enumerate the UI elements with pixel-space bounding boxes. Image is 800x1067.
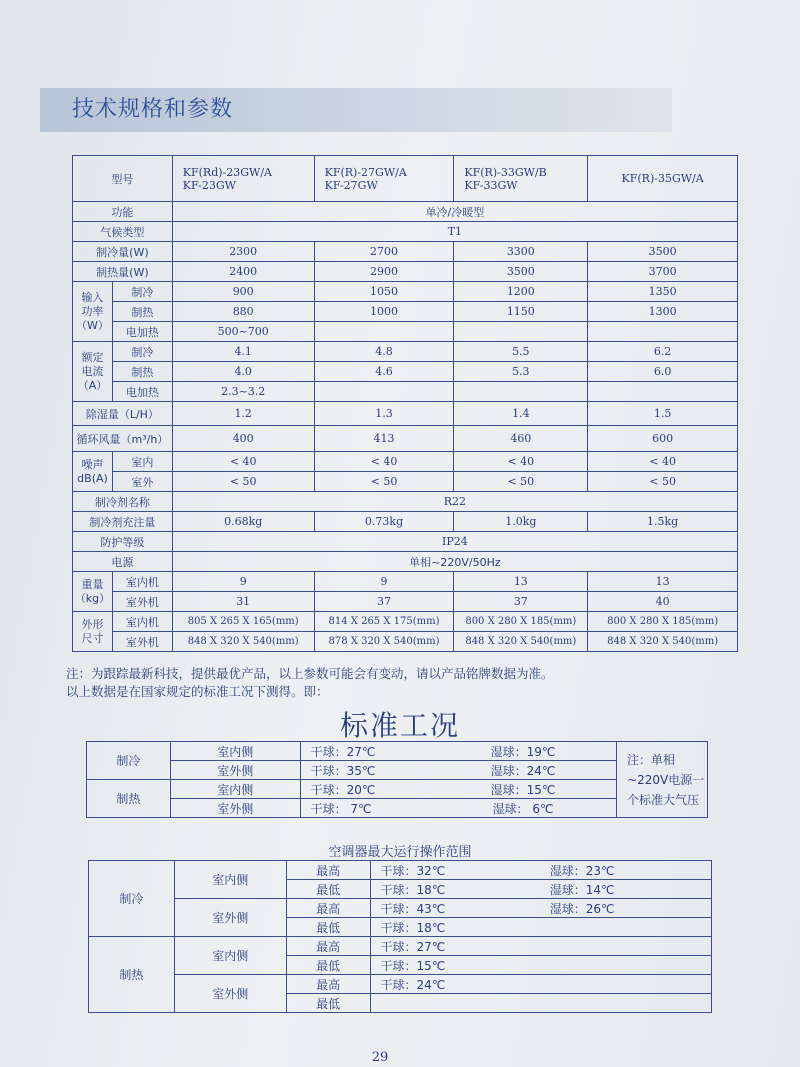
noise-row: 室外 < 50 < 50 < 50 < 50: [73, 472, 738, 492]
model-cell: KF(R)-27GW/A KF-27GW: [314, 156, 454, 202]
weight-row: 重量 （kg） 室内机 9 9 13 13: [73, 572, 738, 592]
operating-range-table: [88, 860, 712, 1013]
operating-range-heading: 空调器最大运行操作范围: [328, 845, 472, 860]
table-row: 室外侧 干球：35℃ 湿球：24℃: [87, 761, 708, 780]
power-supply-row: 电源 单相~220V/50Hz: [73, 552, 738, 572]
page-number: 29: [371, 1050, 389, 1065]
protection-row: 防护等级 IP24: [73, 532, 738, 552]
standard-conditions-heading: 标准工况: [339, 709, 460, 742]
standard-note: 注：单相~220V电源一 个标准大气压: [617, 742, 708, 818]
table-row: 制热 室内侧 干球：20℃ 湿球：15℃: [87, 780, 708, 799]
table-row: 制热 室内侧 最高 干球：27℃: [89, 937, 712, 956]
section-title: 技术规格和参数: [72, 97, 234, 122]
model-row: [73, 156, 738, 202]
table-row: 最低: [89, 994, 712, 1013]
table-row: 制冷 室内侧 最高 干球：32℃ 湿球：23℃: [89, 861, 712, 880]
rated-current-row: 额定 电流 （A） 制冷 4.1 4.8 5.5 6.2: [73, 342, 738, 362]
dimensions-row: 室外机 848 X 320 X 540(mm) 878 X 320 X 540(mm) 848 X 320 X 540(mm) 848 X 320 X 540(mm): [73, 632, 738, 652]
noise-row: 噪声 dB(A) 室内 < 40 < 40 < 40 < 40: [73, 452, 738, 472]
airflow-row: 循环风量（m³/h） 400 413 460 600: [73, 426, 738, 452]
dehumidify-row: 除湿量（L/H） 1.2 1.3 1.4 1.5: [73, 402, 738, 426]
note-line: 注：为跟踪最新科技，提供最优产品，以上参数可能会有变动，请以产品铭牌数据为准。: [66, 666, 554, 681]
model-cell: KF(R)-35GW/A: [588, 156, 738, 202]
table-row: 最低 干球：18℃ 湿球：14℃: [89, 880, 712, 899]
input-power-row: 电加热 500~700: [73, 322, 738, 342]
model-cell: KF(R)-33GW/B KF-33GW: [454, 156, 588, 202]
table-row: 制冷 室内侧 干球：27℃ 湿球：19℃ 注：单相~220V电源一 个标准大气压: [87, 742, 708, 761]
model-cell: KF(Rd)-23GW/A KF-23GW: [172, 156, 314, 202]
table-row: 最低 干球：15℃: [89, 956, 712, 975]
spec-table: [72, 155, 738, 652]
refrigerant-row: 制冷剂名称 R22: [73, 492, 738, 512]
input-power-row: 制热 880 1000 1150 1300: [73, 302, 738, 322]
input-power-row: 输入 功率 （W） 制冷 900 1050 1200 1350: [73, 282, 738, 302]
rated-current-row: 电加热 2.3~3.2: [73, 382, 738, 402]
note-line: 以上数据是在国家规定的标准工况下测得。即：: [66, 684, 329, 699]
table-row: 室外侧 最高 干球：24℃: [89, 975, 712, 994]
charge-row: 制冷剂充注量 0.68kg 0.73kg 1.0kg 1.5kg: [73, 512, 738, 532]
function-row: 功能 单冷/冷暖型: [73, 202, 738, 222]
table-row: 最低 干球：18℃: [89, 918, 712, 937]
dimensions-row: 外形 尺寸 室内机 805 X 265 X 165(mm) 814 X 265 X 175(mm) 800 X 280 X 185(mm) 800 X 280 X 185(mm): [73, 612, 738, 632]
table-row: 室外侧 干球： 7℃ 湿球： 6℃: [87, 799, 708, 818]
standard-conditions-table: [86, 741, 708, 818]
table-row: 室外侧 最高 干球：43℃ 湿球：26℃: [89, 899, 712, 918]
weight-row: 室外机 31 37 37 40: [73, 592, 738, 612]
rated-current-row: 制热 4.0 4.6 5.3 6.0: [73, 362, 738, 382]
cooling-capacity-row: 制冷量(W) 2300 2700 3300 3500: [73, 242, 738, 262]
climate-row: 气候类型 T1: [73, 222, 738, 242]
model-label: 型号: [73, 156, 173, 202]
heating-capacity-row: 制热量(W) 2400 2900 3500 3700: [73, 262, 738, 282]
